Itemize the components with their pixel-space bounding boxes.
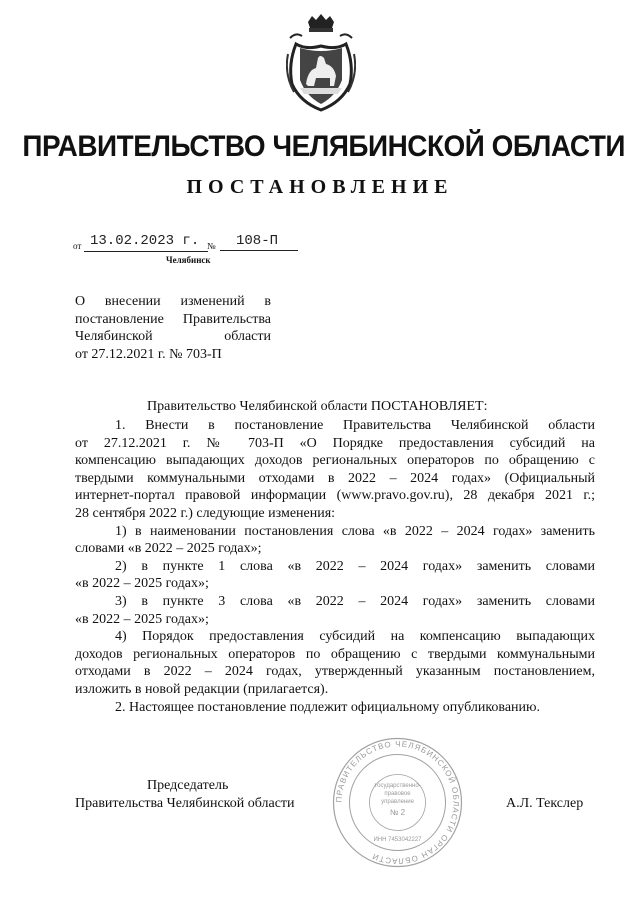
body-line: 2) в пункте 1 слова «в 2022 – 2024 годах» заменить словами <box>115 558 595 574</box>
body-line: 1) в наименовании постановления слова «в 2022 – 2024 годах» заменить <box>115 523 595 539</box>
body-line: твердыми коммунальными отходами в 2022 – 2024 годах» (Официальный <box>75 470 595 486</box>
stamp-ring-text: ПРАВИТЕЛЬСТВО ЧЕЛЯБИНСКОЙ ОБЛАСТИ ОРГАН ОБЛАСТИ <box>334 739 461 866</box>
signatory-title: Председатель <box>147 778 229 793</box>
city-label: Челябинск <box>166 255 211 265</box>
signatory-title-line2: Правительства Челябинской области <box>75 796 295 811</box>
body-text <box>75 417 595 716</box>
body-line: отходами в 2022 – 2024 годах, утвержденный указанным постановлением, <box>75 664 595 680</box>
body-line: компенсацию выпадающих доходов региональных операторов по обращению с <box>75 453 595 469</box>
body-line: доходов региональных операторов по обращению с твердыми коммунальными <box>75 646 595 662</box>
stamp-center-text: правовое <box>384 791 411 797</box>
subject-line: Челябинской области <box>75 329 271 345</box>
subject-line: от 27.12.2021 г. № 703-П <box>75 346 222 362</box>
body-line: 28 сентября 2022 г.) следующие изменения: <box>75 505 336 521</box>
organization-title: ПРАВИТЕЛЬСТВО ЧЕЛЯБИНСКОЙ ОБЛАСТИ <box>22 130 626 163</box>
chelyabinsk-coat-of-arms-icon <box>286 14 356 112</box>
subject-line: постановление Правительства <box>75 311 271 327</box>
body-line: от 27.12.2021 г. № 703-П «О Порядке предоставления субсидий на <box>75 435 595 451</box>
date-prefix: от <box>73 241 82 251</box>
body-line: «в 2022 – 2025 годах»; <box>75 611 209 627</box>
stamp-inn-text: ИНН 7453042227 <box>373 837 422 843</box>
signatory-name: А.Л. Текслер <box>506 796 584 811</box>
document-number: 108-П <box>220 233 298 251</box>
body-line: 2. Настоящее постановление подлежит официальному опубликованию. <box>115 699 540 715</box>
body-line: словами «в 2022 – 2025 годах»; <box>75 541 262 557</box>
document-type: ПОСТАНОВЛЕНИЕ <box>186 176 454 198</box>
body-line: 4) Порядок предоставления субсидий на компенсацию выпадающих <box>115 629 595 645</box>
document-date: 13.02.2023 г. <box>84 233 208 252</box>
stamp-center-text: Государственно- <box>374 783 421 789</box>
body-line: изложить в новой редакции (прилагается). <box>75 681 329 697</box>
body-line: «в 2022 – 2025 годах»; <box>75 576 209 592</box>
subject-line: О внесении изменений в <box>75 294 271 309</box>
preamble: Правительство Челябинской области ПОСТАНОВЛЯЕТ: <box>147 399 488 414</box>
body-line: 1. Внести в постановление Правительства Челябинской области <box>115 418 595 433</box>
number-prefix: № <box>207 241 216 251</box>
subject-block <box>75 293 271 363</box>
stamp-center-text: № 2 <box>389 808 406 817</box>
body-line: 3) в пункте 3 слова «в 2022 – 2024 годах» заменить словами <box>115 593 595 609</box>
body-line: интернет-портал правовой информации (www.pravo.gov.ru), 28 декабря 2021 г.; <box>75 488 595 504</box>
official-seal-stamp <box>330 735 465 870</box>
stamp-center-text: управление <box>381 799 414 805</box>
